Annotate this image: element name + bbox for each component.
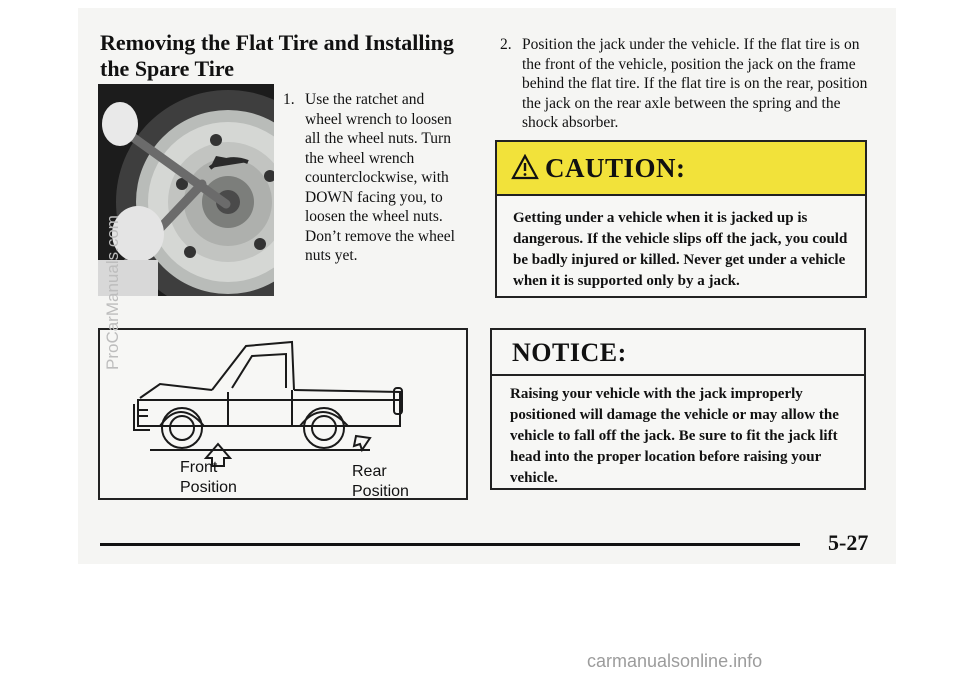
step-number: 2. (500, 36, 512, 53)
notice-header (492, 330, 864, 376)
jack-position-diagram (98, 328, 468, 500)
section-heading: Removing the Flat Tire and Installing the Spare Tire (100, 30, 454, 81)
step-text: Use the ratchet and wheel wrench to loosen all the wheel nuts. Turn the wheel wrench counterclockwise, with DOWN facing you, to loosen the wheel nuts. Don’t remove the wheel nuts yet. (305, 91, 455, 264)
side-watermark: ProCarManuals.com (103, 215, 122, 370)
caution-box (495, 140, 867, 298)
wheel-wrench-photo (98, 84, 274, 296)
page-number: 5-27 (828, 530, 869, 555)
caution-header (497, 142, 865, 196)
step-number: 1. (283, 91, 295, 108)
pickup-truck-illustration (100, 330, 466, 498)
step-text: Position the jack under the vehicle. If the flat tire is on the front of the vehicle, position the jack on the frame behind the flat tire. If the flat tire is on the rear, position the jack on the rear axle between the spring and the shock absorber. (522, 36, 868, 131)
footer-rule (100, 543, 800, 546)
caution-text: Getting under a vehicle when it is jacked up is dangerous. If the vehicle slips off the jack, you could be badly injured or killed. Never get under a vehicle when it is supported only by a jack. (513, 210, 848, 289)
notice-title: NOTICE: (512, 338, 627, 367)
bottom-watermark: carmanualsonline.info (587, 651, 763, 671)
warning-triangle-icon (511, 154, 539, 180)
rear-position-label: Rear Position (352, 463, 409, 500)
front-position-label: Front Position (180, 459, 237, 496)
notice-box (490, 328, 866, 490)
notice-text: Raising your vehicle with the jack improperly positioned will damage the vehicle or may allow the vehicle to fall off the jack. Be sure to fit the jack lift head into the proper location before raising your vehicle. (510, 386, 839, 486)
caution-title: CAUTION: (545, 153, 686, 183)
